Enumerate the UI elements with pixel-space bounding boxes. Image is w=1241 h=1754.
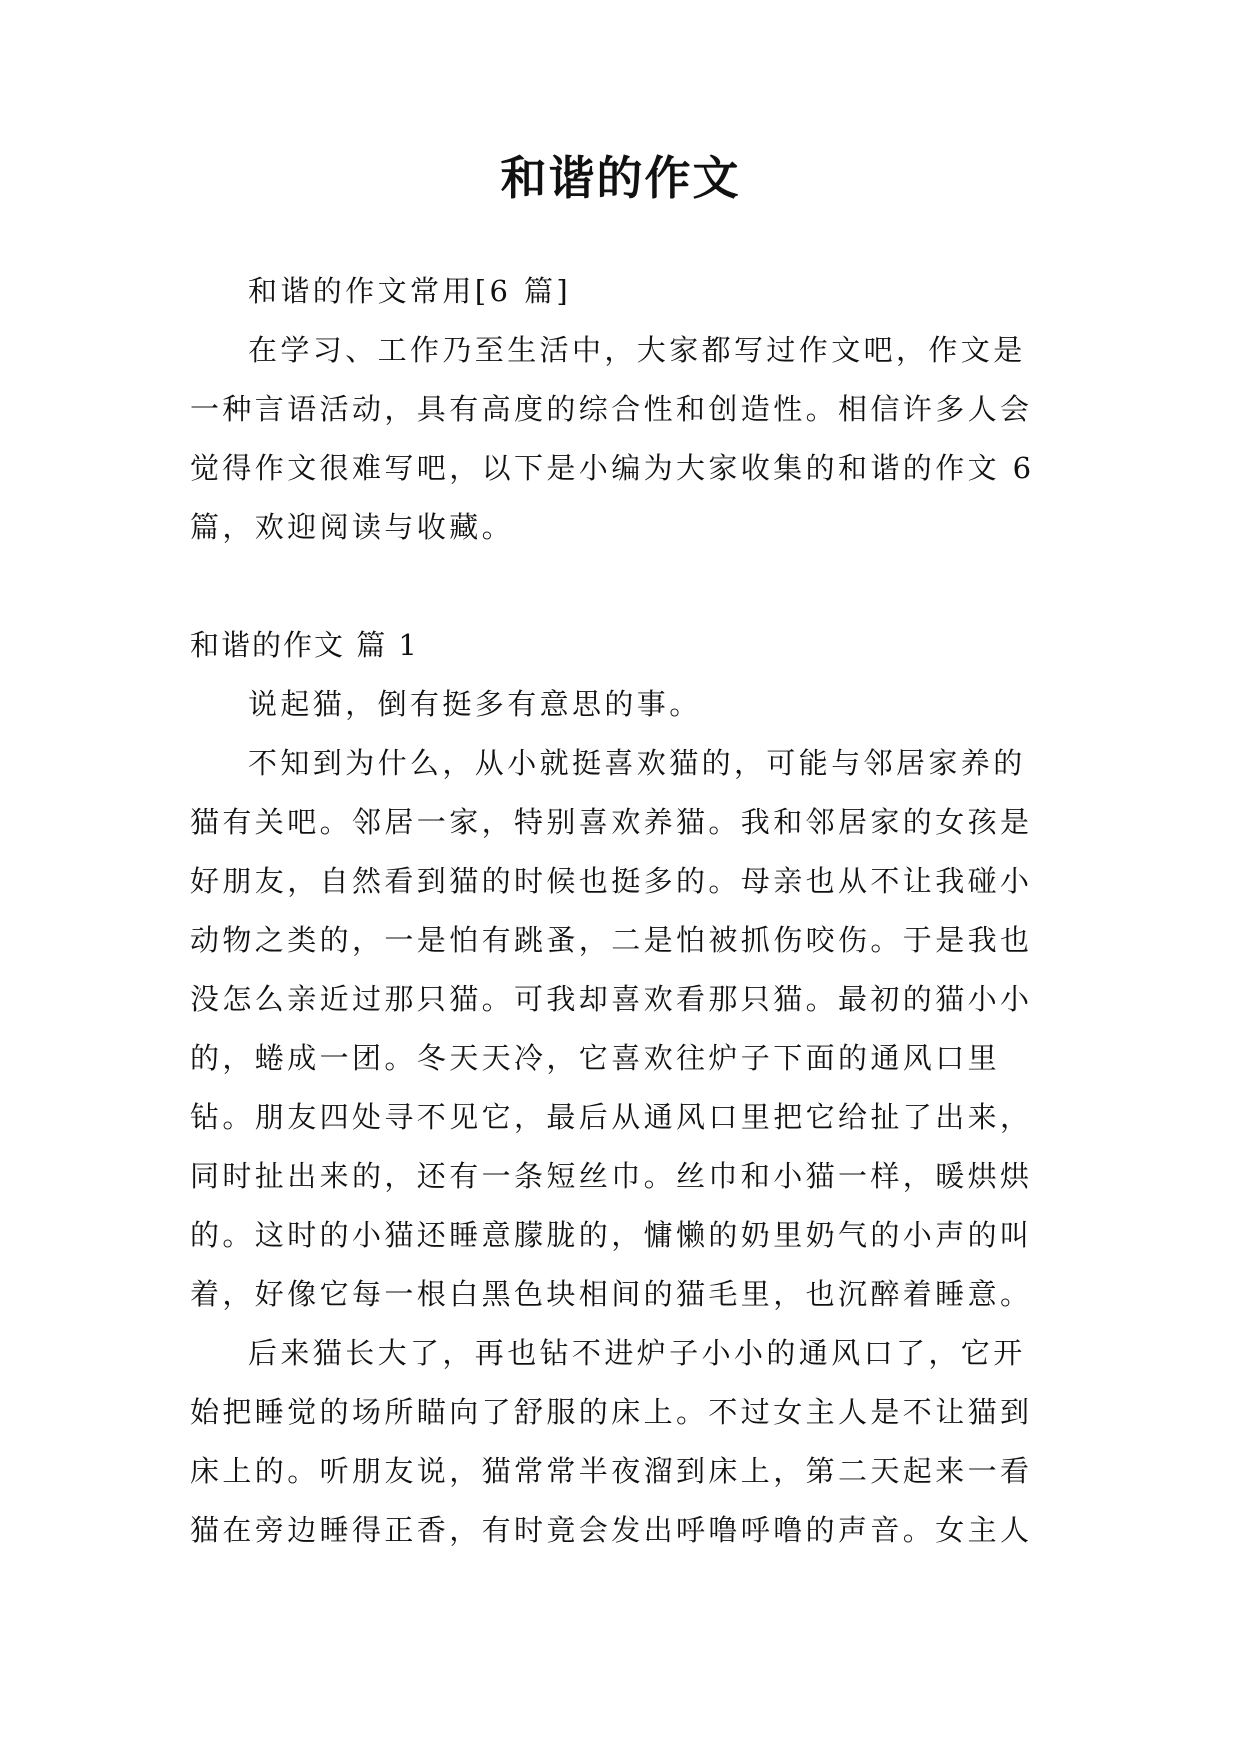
intro-paragraph: 在学习、工作乃至生活中，大家都写过作文吧，作文是一种言语活动，具有高度的综合性和创造性。相信许多人会觉得作文很难写吧，以下是小编为大家收集的和谐的作文 6 篇，欢迎阅读与收藏。 bbox=[190, 333, 1035, 544]
document-title: 和谐的作文 bbox=[500, 151, 741, 205]
body-paragraph: 后来猫长大了，再也钻不进炉子小小的通风口了，它开始把睡觉的场所瞄向了舒服的床上。不过女主人是不让猫到床上的。听朋友说，猫常常半夜溜到床上，第二天起来一看猫在旁边睡得正香，有时竟会发出呼噜呼噜的声音。女主人 bbox=[190, 1336, 1033, 1547]
body-paragraph: 说起猫，倒有挺多有意思的事。 bbox=[248, 687, 702, 721]
section-heading: 和谐的作文 篇 1 bbox=[190, 628, 419, 662]
subtitle-line: 和谐的作文常用[6 篇] bbox=[248, 274, 572, 308]
document-body bbox=[190, 262, 1050, 1560]
body-paragraph: 不知到为什么，从小就挺喜欢猫的，可能与邻居家养的猫有关吧。邻居一家，特别喜欢养猫。我和邻居家的女孩是好朋友，自然看到猫的时候也挺多的。母亲也从不让我碰小动物之类的，一是怕有跳蚤，二是怕被抓伤咬伤。于是我也没怎么亲近过那只猫。可我却喜欢看那只猫。最初的猫小小的，蜷成一团。冬天天冷，它喜欢往炉子下面的通风口里钻。朋友四处寻不见它，最后从通风口里把它给扯了出来，同时扯出来的，还有一条短丝巾。丝巾和小猫一样，暖烘烘的。这时的小猫还睡意朦胧的，慵懒的奶里奶气的小声的叫着，好像它每一根白黑色块相间的猫毛里，也沉醉着睡意。 bbox=[190, 746, 1033, 1311]
